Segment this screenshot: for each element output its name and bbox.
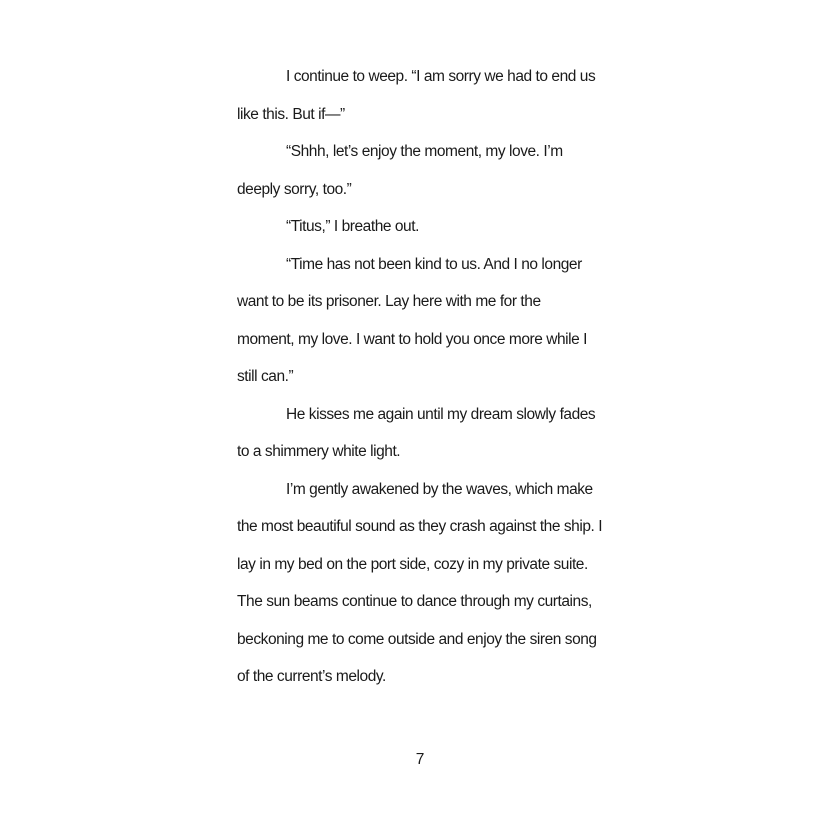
page-number: 7	[415, 751, 425, 768]
text-line: of the current’s melody.	[237, 668, 386, 685]
text-line: the most beautiful sound as they crash against the ship. I	[237, 518, 603, 535]
paragraph	[237, 246, 613, 396]
text-line: like this. But if—”	[237, 105, 345, 123]
text-line: He kisses me again until my dream slowly fades	[286, 405, 596, 423]
text-line: “Titus,” I breathe out.	[286, 218, 419, 235]
paragraph	[237, 208, 613, 246]
text-line: I continue to weep. “I am sorry we had to end us	[286, 68, 596, 85]
text-line: “Shhh, let’s enjoy the moment, my love. I’m	[286, 143, 563, 160]
text-line: want to be its prisoner. Lay here with me for the	[237, 293, 541, 310]
text-line: I’m gently awakened by the waves, which make	[286, 480, 593, 498]
text-line: “Time has not been kind to us. And I no longer	[286, 255, 582, 273]
body-text	[237, 58, 613, 696]
text-line: deeply sorry, too.”	[237, 180, 352, 198]
paragraph	[237, 58, 613, 133]
paragraph	[237, 471, 613, 696]
text-line: still can.”	[237, 368, 294, 385]
text-line: lay in my bed on the port side, cozy in my private suite.	[237, 555, 588, 573]
paragraph	[237, 133, 613, 208]
text-line: to a shimmery white light.	[237, 443, 401, 460]
text-line: moment, my love. I want to hold you once more while I	[237, 330, 588, 348]
paragraph	[237, 396, 613, 471]
text-line: The sun beams continue to dance through my curtains,	[237, 593, 592, 610]
text-line: beckoning me to come outside and enjoy the siren song	[237, 630, 597, 648]
